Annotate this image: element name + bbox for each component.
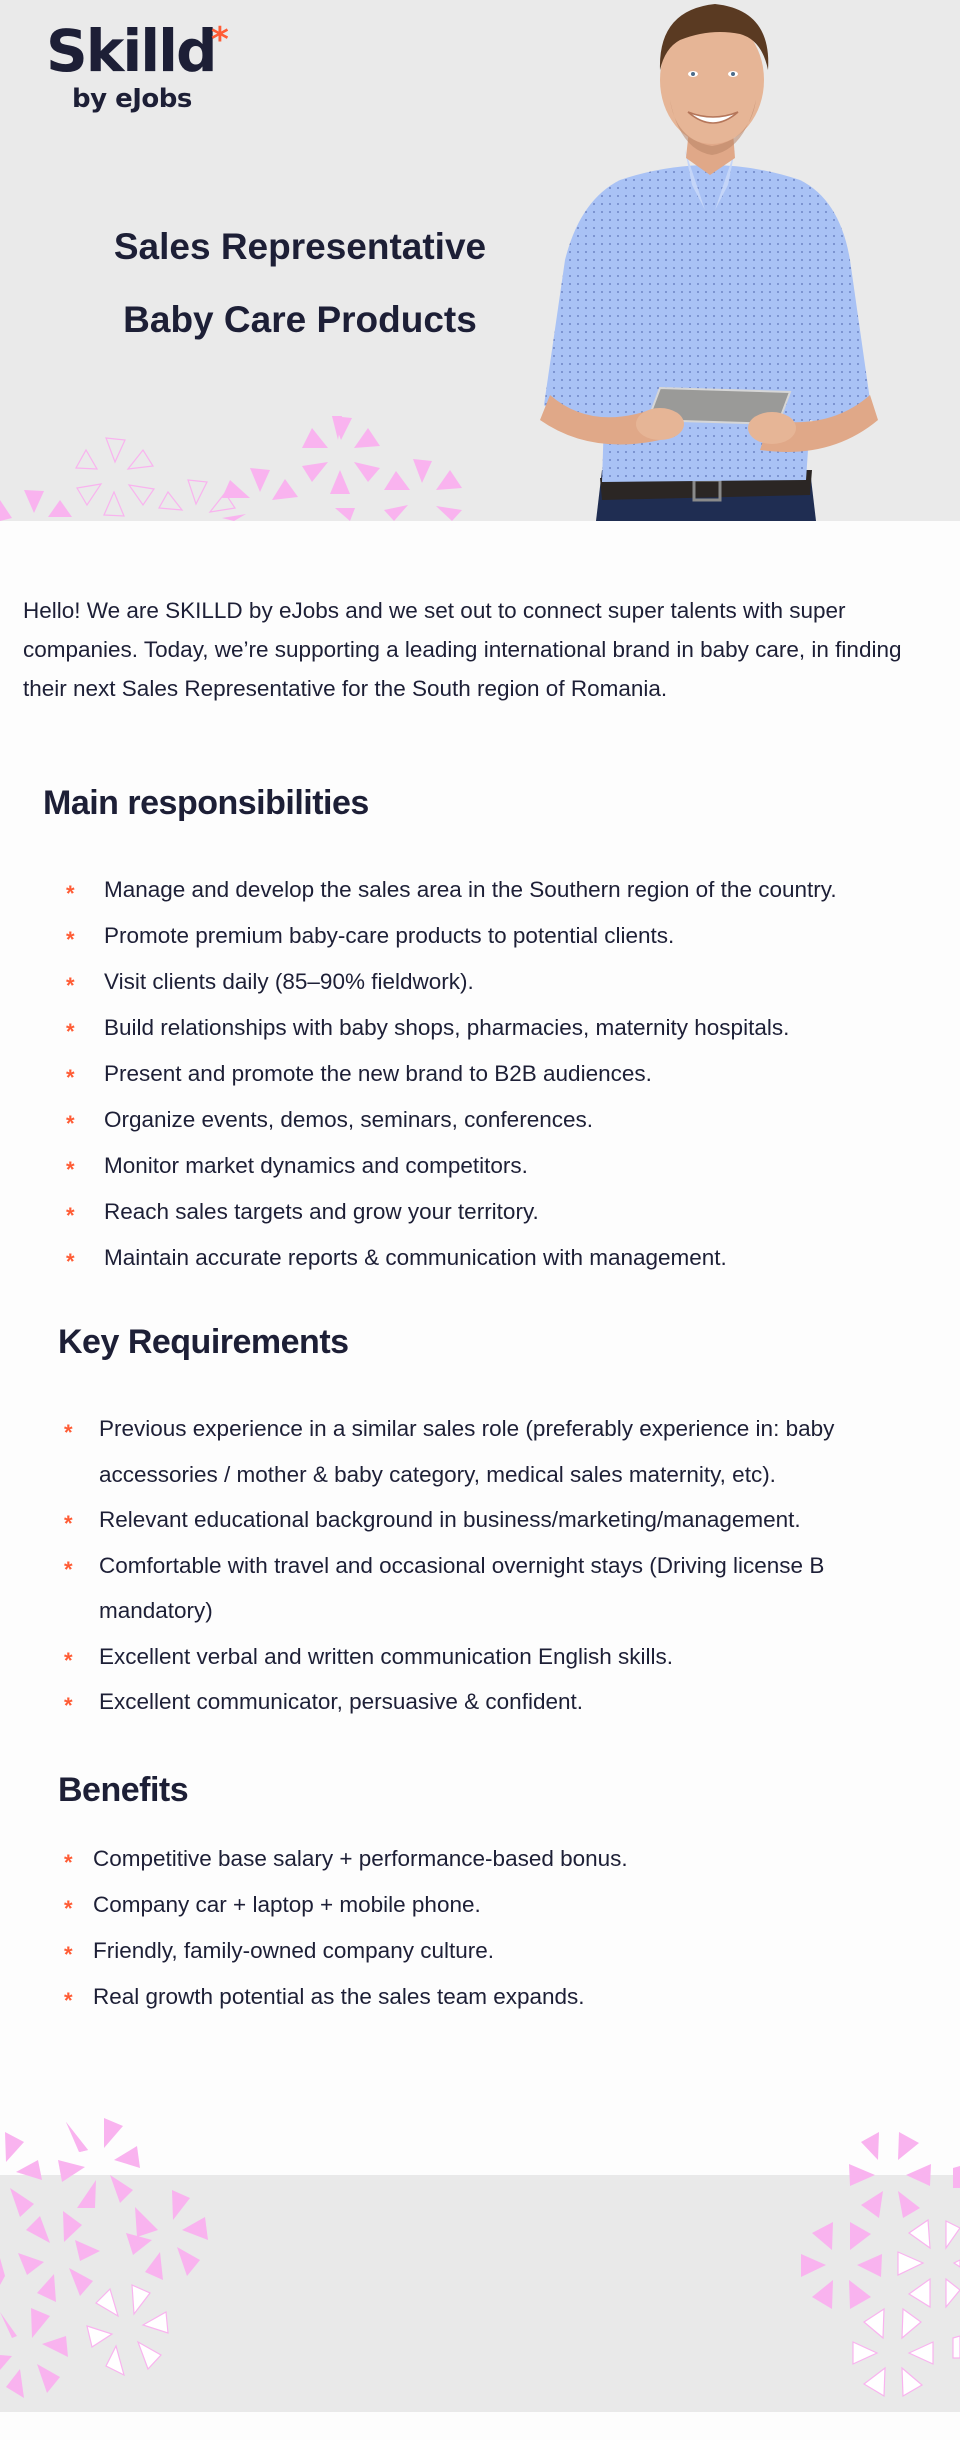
list-item [0, 1836, 960, 1882]
list-item [0, 1235, 960, 1281]
list-item-text: Maintain accurate reports & communication with management. [104, 1245, 727, 1270]
job-title-line-1: Sales Representative [113, 226, 487, 267]
asterisk-bullet-icon: * [64, 1987, 73, 2013]
responsibilities-section [0, 784, 960, 1281]
responsibilities-heading: Main responsibilities [43, 784, 369, 822]
job-title [60, 210, 540, 356]
asterisk-bullet-icon: * [64, 1647, 73, 1673]
list-item [0, 1189, 960, 1235]
triangle-pattern-left-decoration [0, 2080, 220, 2412]
list-item-text: Monitor market dynamics and competitors. [104, 1153, 528, 1178]
responsibilities-list [0, 867, 960, 1281]
asterisk-bullet-icon: * [66, 927, 75, 952]
requirements-heading: Key Requirements [58, 1323, 349, 1361]
list-item-text: Manage and develop the sales area in the Southern region of the country. [104, 877, 837, 902]
list-item-text: Reach sales targets and grow your territory. [104, 1199, 539, 1224]
list-item [0, 1097, 960, 1143]
asterisk-bullet-icon: * [64, 1895, 73, 1921]
asterisk-bullet-icon: * [64, 1849, 73, 1875]
list-item-text: Company car + laptop + mobile phone. [93, 1891, 481, 1917]
list-item-text: Visit clients daily (85–90% fieldwork). [104, 969, 474, 994]
asterisk-bullet-icon: * [64, 1693, 73, 1718]
asterisk-bullet-icon: * [66, 1111, 75, 1136]
asterisk-bullet-icon: * [66, 1249, 75, 1274]
requirements-section [0, 1323, 960, 1725]
list-item [0, 1679, 960, 1725]
list-item-text: Excellent communicator, persuasive & confident. [99, 1689, 583, 1714]
logo-wordmark: Skilld [46, 17, 216, 85]
list-item-text: Previous experience in a similar sales role (preferably experience in: baby accessories / mother & baby category, medical sales maternity, etc). [99, 1416, 835, 1487]
intro-paragraph: Hello! We are SKILLD by eJobs and we set out to connect super talents with super companies. Today, we’re supporting a leading international brand in baby care, in finding their next Sales Representative for the South region of Romania. [23, 598, 902, 701]
job-title-line-2: Baby Care Products [123, 299, 477, 340]
list-item [0, 1051, 960, 1097]
list-item [0, 867, 960, 913]
list-item [0, 1882, 960, 1928]
list-item-text: Build relationships with baby shops, pharmacies, maternity hospitals. [104, 1015, 790, 1040]
benefits-heading: Benefits [58, 1770, 189, 1809]
triangle-pattern-right-decoration [760, 2080, 960, 2412]
list-item-text: Real growth potential as the sales team expands. [93, 1983, 585, 2009]
logo-asterisk-icon: * [211, 20, 229, 60]
list-item [0, 1543, 960, 1634]
list-item [0, 913, 960, 959]
list-item-text: Comfortable with travel and occasional overnight stays (Driving license B mandatory) [99, 1552, 825, 1623]
asterisk-bullet-icon: * [66, 881, 75, 906]
benefits-list [0, 1836, 960, 2020]
list-item-text: Present and promote the new brand to B2B audiences. [104, 1061, 652, 1086]
list-item [0, 1928, 960, 1974]
list-item [0, 1406, 960, 1497]
asterisk-bullet-icon: * [66, 1019, 75, 1044]
skilld-logo[interactable] [46, 17, 229, 114]
logo-subtitle: by eJobs [72, 84, 192, 114]
benefits-section [0, 1771, 960, 2020]
list-item [0, 1634, 960, 1680]
list-item [0, 1974, 960, 2020]
footer-decoration [0, 2080, 960, 2412]
hero-person-image [510, 0, 910, 521]
list-item-text: Organize events, demos, seminars, conferences. [104, 1107, 593, 1132]
asterisk-bullet-icon: * [66, 973, 75, 998]
triangle-pattern-decoration [0, 400, 480, 521]
list-item-text: Excellent verbal and written communication English skills. [99, 1643, 674, 1669]
list-item-text: Promote premium baby-care products to potential clients. [104, 923, 675, 948]
asterisk-bullet-icon: * [64, 1941, 73, 1967]
list-item [0, 1005, 960, 1051]
list-item-text: Relevant educational background in business/marketing/management. [99, 1507, 801, 1532]
asterisk-bullet-icon: * [64, 1420, 73, 1445]
list-item [0, 959, 960, 1005]
list-item-text: Competitive base salary + performance-based bonus. [93, 1845, 628, 1871]
asterisk-bullet-icon: * [66, 1065, 75, 1090]
list-item [0, 1143, 960, 1189]
asterisk-bullet-icon: * [66, 1157, 75, 1182]
asterisk-bullet-icon: * [64, 1556, 73, 1582]
hero-banner [0, 0, 960, 521]
list-item-text: Friendly, family-owned company culture. [93, 1937, 494, 1963]
list-item [0, 1497, 960, 1543]
asterisk-bullet-icon: * [64, 1511, 73, 1536]
asterisk-bullet-icon: * [66, 1203, 75, 1228]
requirements-list [0, 1406, 960, 1725]
